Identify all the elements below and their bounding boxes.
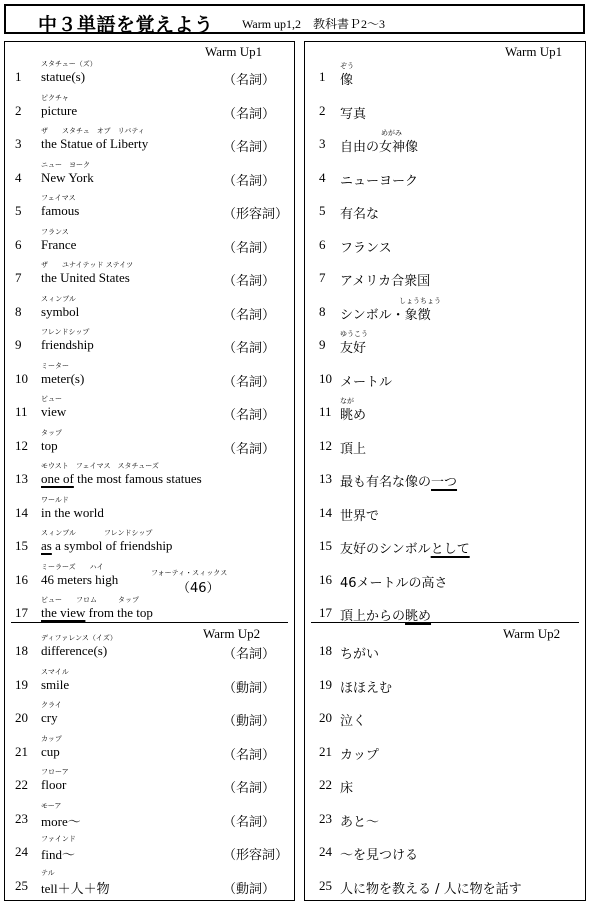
list-item — [305, 830, 585, 863]
japanese-meaning: 自由の女神像 — [340, 140, 419, 155]
list-item — [305, 424, 585, 457]
part-of-speech: （名詞） — [223, 307, 276, 323]
english-phrase — [41, 538, 172, 554]
list-item — [5, 524, 294, 557]
english-word: 46 meters high — [41, 571, 119, 587]
part-of-speech: （形容詞） — [223, 207, 289, 222]
item-number: 23 — [15, 810, 28, 826]
reading-ruby: ピクチャ — [41, 93, 69, 102]
part-of-speech: （名詞） — [223, 781, 276, 796]
japanese-meaning: フランス — [340, 240, 392, 256]
list-item — [5, 256, 294, 289]
english-word: friendship — [41, 337, 94, 352]
part-of-speech: （名詞） — [223, 374, 276, 390]
list-item — [305, 730, 585, 763]
item-number: 17 — [319, 605, 332, 620]
reading-ruby: スタチュー（ズ） — [41, 60, 97, 68]
item-number: 7 — [319, 270, 326, 285]
item-number: 6 — [15, 236, 22, 252]
item-number: 12 — [15, 437, 28, 453]
item-number: 21 — [15, 743, 28, 759]
meaning-text: 友好のシンボル — [340, 542, 431, 557]
item-number: 16 — [15, 571, 28, 587]
item-number: 24 — [15, 844, 28, 859]
item-number: 15 — [319, 538, 332, 553]
item-number: 19 — [15, 676, 28, 692]
item-number: 11 — [15, 404, 28, 419]
reading-ruby: ワールド — [41, 495, 69, 504]
reading-ruby: タップ — [41, 428, 62, 437]
part-of-speech: （名詞） — [223, 240, 276, 256]
japanese-meaning — [340, 605, 431, 624]
english-word: difference(s) — [41, 643, 108, 658]
list-item — [5, 223, 294, 256]
japanese-meaning: 人に物を教える / 人に物を話す — [340, 881, 522, 897]
part-of-speech: （名詞） — [223, 341, 276, 356]
reading-ruby: テル — [41, 868, 55, 877]
list-item — [5, 491, 294, 524]
japanese-meaning: 頂上 — [340, 441, 367, 457]
japanese-meaning: シンボル・象徴 — [340, 307, 431, 323]
reading-ruby: ニュー ヨーク — [41, 160, 90, 169]
item-number: 22 — [319, 777, 332, 792]
part-of-speech: （形容詞） — [223, 848, 289, 863]
english-word: the Statue of Liberty — [41, 136, 149, 151]
page-title: 中３単語を覚えよう — [38, 14, 214, 36]
list-item — [305, 122, 585, 155]
item-number: 11 — [319, 404, 332, 419]
item-number: 4 — [15, 169, 22, 185]
item-number: 19 — [319, 676, 332, 692]
list-item — [305, 763, 585, 796]
reading-ruby: フランス — [41, 227, 69, 236]
section-head-up2: Warm Up2 — [203, 626, 261, 641]
reading-ruby: ザ スタチュ オブ リバティ — [41, 127, 145, 135]
list-item — [305, 89, 585, 122]
japanese-meaning: 世界で — [340, 508, 380, 524]
list-item — [5, 663, 294, 696]
list-item — [5, 323, 294, 356]
list-item — [305, 390, 585, 423]
item-number: 25 — [15, 877, 28, 893]
japanese-meaning: 像 — [340, 73, 354, 88]
list-item — [5, 55, 294, 88]
list-item — [305, 524, 585, 557]
reading-ruby: ザ ユナイテッド ステイツ — [41, 261, 134, 269]
section-head-up1-jp: Warm Up1 — [505, 44, 563, 59]
part-of-speech: （名詞） — [223, 647, 276, 662]
section-head-up1: Warm Up1 — [205, 44, 263, 59]
item-number: 5 — [15, 203, 22, 218]
page-subtitle: Warm up1,2 教科書Ｐ2～3 — [242, 17, 386, 31]
reading-ruby: スマイル — [41, 667, 69, 676]
list-item — [305, 663, 585, 696]
item-number: 20 — [319, 710, 332, 725]
list-item — [5, 696, 294, 729]
list-item — [5, 390, 294, 423]
item-number: 24 — [319, 844, 332, 859]
english-word: famous — [41, 203, 80, 218]
reading-ruby: ディファレンス（イズ） — [41, 634, 117, 642]
meaning-text: 頂上からの — [340, 609, 406, 624]
list-item — [305, 256, 585, 289]
item-number: 2 — [319, 102, 326, 118]
list-item — [305, 864, 585, 897]
list-item — [305, 696, 585, 729]
list-item — [305, 189, 585, 222]
japanese-meaning: 友好 — [340, 341, 367, 356]
japanese-meaning — [340, 471, 457, 490]
item-number: 7 — [15, 270, 22, 285]
reading-ruby: ミーター — [41, 361, 69, 370]
english-word: cup — [41, 743, 60, 759]
part-of-speech: （名詞） — [223, 73, 276, 88]
english-word: symbol — [41, 303, 80, 319]
list-item — [5, 797, 294, 830]
list-item — [5, 290, 294, 323]
part-of-speech: （動詞） — [223, 881, 276, 897]
list-item — [5, 830, 294, 863]
item-number: 4 — [319, 169, 326, 185]
english-word: smile — [41, 676, 70, 692]
list-item — [305, 357, 585, 390]
item-number: 18 — [15, 643, 28, 658]
english-word: cry — [41, 710, 58, 725]
list-item — [305, 55, 585, 88]
item-number: 5 — [319, 203, 326, 218]
english-word: in the world — [41, 504, 104, 520]
item-number: 21 — [319, 743, 332, 759]
english-word: statue(s) — [41, 69, 86, 84]
reading-ruby: しょうちょう — [399, 296, 441, 305]
english-word: find～ — [41, 847, 75, 862]
item-number: 13 — [15, 471, 28, 486]
japanese-meaning: ニューヨーク — [340, 173, 419, 189]
reading-ruby: ビュー フロム タップ — [41, 596, 139, 604]
list-item — [5, 864, 294, 897]
item-number: 17 — [15, 605, 28, 620]
underlined-phrase: the view — [41, 605, 86, 620]
item-number: 22 — [15, 777, 28, 792]
reading-ruby: なが — [340, 397, 354, 405]
japanese-meaning: 有名な — [340, 207, 380, 222]
reading-ruby: フレンドシップ — [41, 328, 90, 336]
japanese-meaning: 写真 — [340, 106, 367, 122]
reading-ruby: スィンブル フレンドシップ — [41, 529, 153, 537]
reading-ruby: スィンブル — [41, 294, 76, 303]
part-of-speech: （動詞） — [223, 680, 276, 696]
list-item — [5, 457, 294, 490]
reading-ruby: ミーラーズ ハイ — [41, 562, 104, 571]
item-number: 23 — [319, 810, 332, 826]
title-box — [4, 4, 585, 34]
japanese-meaning: 46メートルの高さ — [340, 575, 448, 591]
reading-ruby: ぞう — [340, 62, 354, 70]
underlined-meaning: 一つ — [431, 475, 458, 490]
reading-ruby: ファインド — [41, 835, 76, 843]
english-panel — [4, 41, 295, 901]
item-number: 20 — [15, 710, 28, 725]
item-number: 8 — [319, 303, 326, 319]
list-item — [305, 797, 585, 830]
english-phrase — [41, 605, 153, 621]
reading-ruby: クライ — [41, 701, 62, 709]
english-word: more～ — [41, 813, 81, 829]
item-number: 8 — [15, 303, 22, 319]
list-item — [305, 629, 585, 662]
part-of-speech: （名詞） — [223, 140, 276, 155]
list-item — [5, 89, 294, 122]
part-of-speech: （動詞） — [223, 714, 276, 729]
item-number: 9 — [15, 337, 22, 352]
english-word: view — [41, 404, 67, 419]
item-number: 12 — [319, 437, 332, 453]
english-word: top — [41, 437, 58, 453]
item-number: 6 — [319, 236, 326, 252]
item-number: 13 — [319, 471, 332, 486]
japanese-meaning: 泣く — [340, 714, 367, 729]
reading-ruby: ゆうこう — [340, 330, 368, 338]
item-number: 2 — [15, 102, 22, 118]
reading-ruby: フローア — [41, 768, 69, 776]
japanese-meaning: ほほえむ — [340, 680, 393, 696]
part-of-speech: （名詞） — [223, 814, 276, 830]
japanese-meaning: アメリカ合衆国 — [340, 274, 431, 289]
list-item — [305, 223, 585, 256]
list-item — [305, 491, 585, 524]
item-number: 3 — [319, 136, 326, 151]
japanese-meaning: カップ — [340, 747, 379, 763]
list-item — [305, 290, 585, 323]
japanese-meaning — [340, 538, 470, 557]
item-number: 14 — [15, 504, 28, 520]
underlined-meaning: 眺め — [405, 609, 432, 624]
item-number: 1 — [15, 69, 22, 84]
english-word: New York — [41, 169, 94, 185]
item-number: 18 — [319, 643, 332, 658]
japanese-meaning: ～を見つける — [340, 848, 419, 863]
item-number: 10 — [15, 370, 28, 386]
english-word: the United States — [41, 270, 130, 285]
japanese-panel — [304, 41, 586, 901]
list-item — [5, 424, 294, 457]
item-number: 15 — [15, 538, 28, 553]
reading-ruby: カップ — [41, 734, 62, 743]
list-item — [5, 763, 294, 796]
list-item — [5, 122, 294, 155]
part-of-speech: （名詞） — [223, 274, 276, 289]
list-item — [5, 156, 294, 189]
list-item — [5, 357, 294, 390]
japanese-meaning: 眺め — [340, 408, 367, 423]
english-word: France — [41, 236, 77, 252]
english-word: meter(s) — [41, 370, 85, 386]
list-item — [305, 558, 585, 591]
list-item — [5, 730, 294, 763]
phrase-text: the most famous statues — [73, 471, 202, 486]
item-number: 14 — [319, 504, 332, 520]
japanese-meaning: メートル — [340, 374, 393, 390]
reading-ruby: モウスト フェイマス スタチューズ — [41, 462, 159, 470]
reading-ruby: フォーティ・スィックス — [151, 568, 228, 577]
underlined-phrase: one of — [41, 471, 74, 486]
item-number: 3 — [15, 136, 22, 151]
japanese-meaning: 床 — [340, 781, 354, 796]
list-item — [5, 558, 294, 596]
part-of-speech: （名詞） — [223, 173, 276, 189]
phrase-text: a symbol of friendship — [51, 538, 173, 553]
item-number: 16 — [319, 571, 332, 587]
section-head-up2-jp: Warm Up2 — [503, 626, 561, 641]
english-phrase — [41, 471, 202, 487]
meaning-text: 最も有名な像の — [340, 475, 432, 490]
reading-ruby: めがみ — [381, 129, 402, 137]
underlined-phrase: as — [41, 538, 52, 553]
reading-ruby: モーア — [41, 801, 62, 810]
list-item — [305, 591, 585, 624]
item-number: 10 — [319, 370, 332, 386]
list-item — [5, 189, 294, 222]
japanese-meaning: ちがい — [340, 647, 380, 662]
reading-ruby: ビュー — [41, 395, 62, 403]
english-word: floor — [41, 777, 67, 792]
part-of-speech: （名詞） — [223, 441, 276, 457]
japanese-meaning: あと～ — [340, 814, 380, 830]
list-item — [305, 457, 585, 490]
underlined-meaning: として — [430, 542, 470, 557]
part-of-speech: （46） — [177, 580, 220, 596]
item-number: 9 — [319, 337, 326, 352]
item-number: 25 — [319, 877, 332, 893]
part-of-speech: （名詞） — [223, 106, 276, 122]
list-item — [5, 591, 294, 624]
part-of-speech: （名詞） — [223, 747, 276, 763]
english-word: tell＋人＋物 — [41, 880, 110, 896]
phrase-text: from the top — [85, 605, 153, 620]
list-item — [305, 156, 585, 189]
item-number: 1 — [319, 69, 326, 84]
part-of-speech: （名詞） — [223, 408, 276, 423]
reading-ruby: フェイマス — [41, 194, 76, 202]
list-item — [305, 323, 585, 356]
english-word: picture — [41, 102, 78, 118]
list-item — [5, 629, 294, 662]
